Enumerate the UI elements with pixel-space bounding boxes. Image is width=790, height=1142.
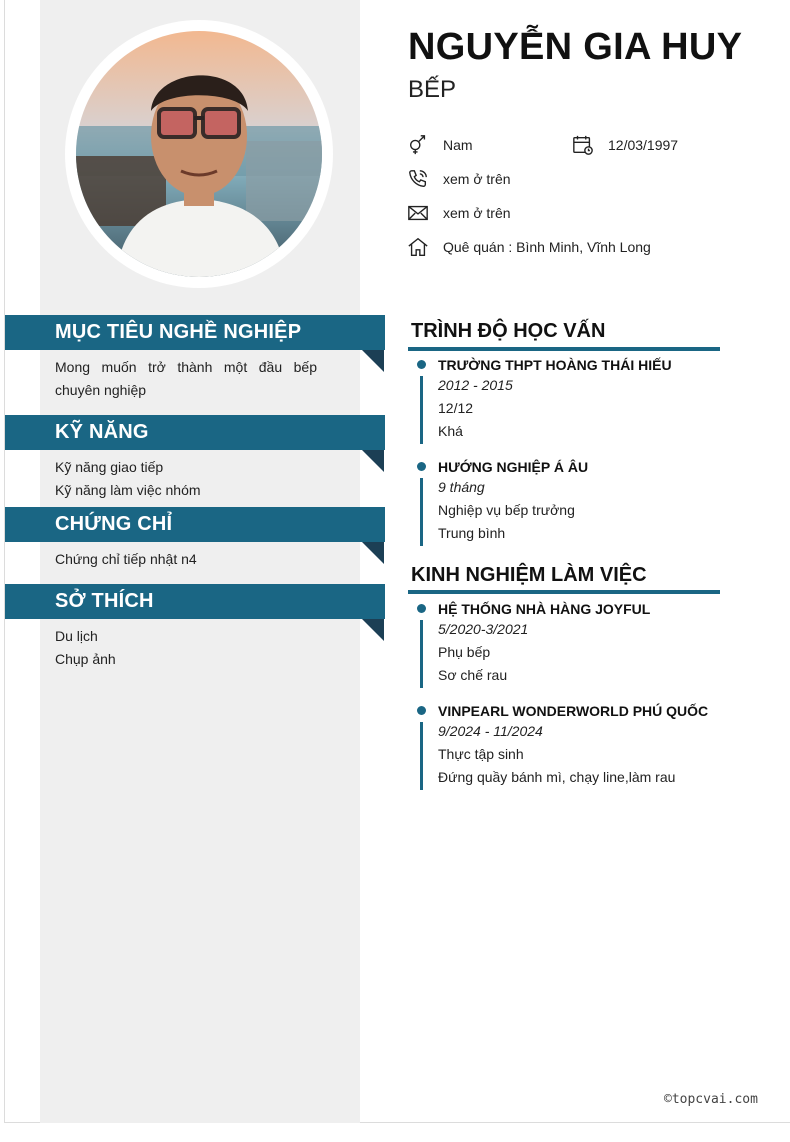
school-name: HƯỚNG NGHIỆP Á ÂU <box>438 459 589 475</box>
objective-title: MỤC TIÊU NGHỀ NGHIỆP <box>55 321 302 343</box>
skills-header <box>5 415 385 450</box>
ribbon-fold <box>362 450 384 472</box>
timeline-dot <box>417 706 426 715</box>
ribbon-fold <box>362 542 384 564</box>
education-entry <box>415 458 745 545</box>
education-period: 9 tháng <box>438 479 485 495</box>
experience-role: Phụ bếp <box>438 644 491 660</box>
experience-desc: Đứng quầy bánh mì, chạy line,làm rau <box>438 769 676 785</box>
timeline-dot <box>417 360 426 369</box>
education-divider <box>408 347 720 351</box>
birthday-value: 12/03/1997 <box>608 137 679 153</box>
objective-section <box>5 315 385 402</box>
education-detail: 12/12 <box>438 400 474 416</box>
timeline-line <box>420 722 423 790</box>
school-name: TRƯỜNG THPT HOÀNG THÁI HIẾU <box>438 357 672 373</box>
ribbon-fold <box>362 619 384 641</box>
skills-list <box>5 450 385 502</box>
avatar <box>76 31 322 277</box>
company-name: VINPEARL WONDERWORLD PHÚ QUỐC <box>438 703 709 719</box>
birthday-info <box>572 133 678 157</box>
hobbies-title: SỞ THÍCH <box>55 590 154 612</box>
timeline-line <box>420 478 423 546</box>
hobby-item: Chụp ảnh <box>55 651 116 667</box>
home-icon <box>407 236 429 258</box>
skill-item: Kỹ năng giao tiếp <box>55 459 164 475</box>
education-grade: Khá <box>438 423 463 439</box>
hobbies-header <box>5 584 385 619</box>
experience-title: KINH NGHIỆM LÀM VIỆC <box>411 564 647 586</box>
timeline-line <box>420 376 423 444</box>
objective-header <box>5 315 385 350</box>
gender-icon <box>407 134 429 156</box>
experience-divider <box>408 590 720 594</box>
candidate-name: NGUYỄN GIA HUY <box>408 26 743 68</box>
watermark: ©topcvai.com <box>664 1092 758 1107</box>
education-entry <box>415 356 745 443</box>
certificates-list <box>5 542 385 571</box>
experience-desc: Sơ chế rau <box>438 667 508 683</box>
skills-section <box>5 415 385 502</box>
certificates-header <box>5 507 385 542</box>
experience-entry <box>415 702 745 789</box>
hobby-item: Du lịch <box>55 628 98 644</box>
avatar-photo-icon <box>76 31 322 277</box>
job-title: BẾP <box>408 76 457 103</box>
education-title: TRÌNH ĐỘ HỌC VẤN <box>411 320 606 342</box>
ribbon-fold <box>362 350 384 372</box>
objective-text: Mong muốn trở thành một đầu bếp chuyên nghiệp <box>55 359 317 398</box>
skills-title: KỸ NĂNG <box>55 421 149 443</box>
certificates-title: CHỨNG CHỈ <box>55 513 173 535</box>
hobbies-section <box>5 584 385 671</box>
experience-period: 5/2020-3/2021 <box>438 621 529 637</box>
gender-value: Nam <box>443 137 473 153</box>
email-info <box>407 201 511 225</box>
phone-icon <box>407 168 429 190</box>
timeline-dot <box>417 462 426 471</box>
hometown-info <box>407 235 651 259</box>
calendar-icon <box>572 134 594 156</box>
experience-role: Thực tập sinh <box>438 746 524 762</box>
email-value: xem ở trên <box>443 205 511 221</box>
certificate-item: Chứng chỉ tiếp nhật n4 <box>55 551 197 567</box>
hometown-value: Quê quán : Bình Minh, Vĩnh Long <box>443 239 651 255</box>
education-detail: Nghiệp vụ bếp trưởng <box>438 502 575 518</box>
experience-entry <box>415 600 745 687</box>
phone-info <box>407 167 511 191</box>
timeline-line <box>420 620 423 688</box>
hobbies-list <box>5 619 385 671</box>
gender-info <box>407 133 473 157</box>
company-name: HỆ THỐNG NHÀ HÀNG JOYFUL <box>438 601 651 617</box>
skill-item: Kỹ năng làm việc nhóm <box>55 482 201 498</box>
education-period: 2012 - 2015 <box>438 377 513 393</box>
timeline-dot <box>417 604 426 613</box>
mail-icon <box>407 202 429 224</box>
education-grade: Trung bình <box>438 525 506 541</box>
experience-period: 9/2024 - 11/2024 <box>438 723 543 739</box>
certificates-section <box>5 507 385 571</box>
phone-value: xem ở trên <box>443 171 511 187</box>
